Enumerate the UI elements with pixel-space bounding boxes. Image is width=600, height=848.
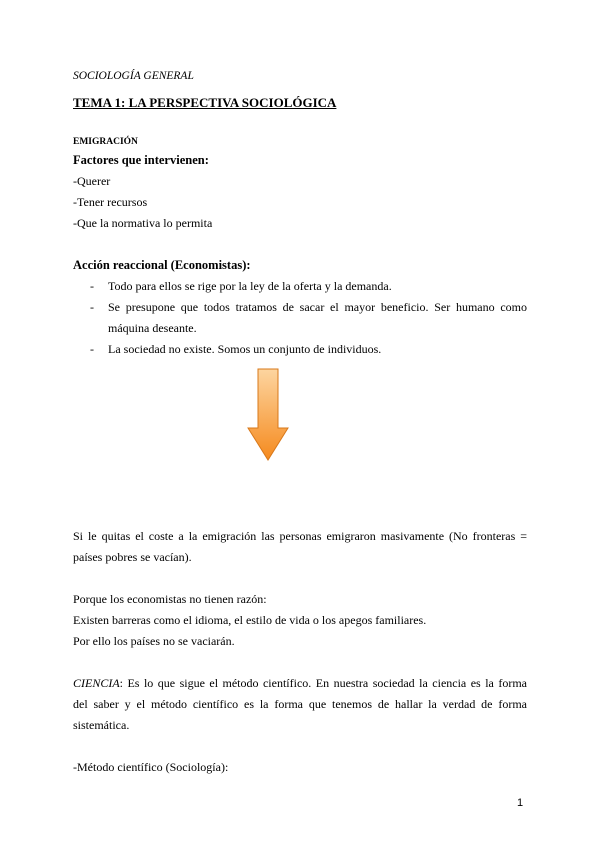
bullet-dash: - xyxy=(90,279,94,293)
bullet-text-continued: máquina deseante. xyxy=(108,321,197,335)
page-number: 1 xyxy=(517,797,524,809)
paragraph-line: Si le quitas el coste a la emigración las personas emigraron masivamente (No fronteras = xyxy=(73,529,527,543)
paragraph-line: Por ello los países no se vaciarán. xyxy=(73,634,235,648)
bullet-text: Se presupone que todos tratamos de sacar el mayor beneficio. Ser humano como xyxy=(108,300,527,314)
factor-item: -Tener recursos xyxy=(73,195,148,209)
factor-item: -Que la normativa lo permita xyxy=(73,216,213,230)
ciencia-line: sistemática. xyxy=(73,718,130,732)
metodo-heading: -Método científico (Sociología): xyxy=(73,760,229,774)
down-arrow-icon xyxy=(247,368,289,461)
paragraph-line: países pobres se vacían). xyxy=(73,550,192,564)
section-heading: EMIGRACIÓN xyxy=(73,137,138,147)
bullet-dash: - xyxy=(90,300,94,314)
subject-header: SOCIOLOGÍA GENERAL xyxy=(73,70,194,82)
accion-heading: Acción reaccional (Economistas): xyxy=(73,258,251,272)
ciencia-definition: : Es lo que sigue el método científico. En nuestra sociedad la ciencia es la forma xyxy=(119,676,527,690)
paragraph-line: Existen barreras como el idioma, el estilo de vida o los apegos familiares. xyxy=(73,613,427,627)
ciencia-line: del saber y el método científico es la forma que tenemos de hallar la verdad de forma xyxy=(73,697,527,711)
bullet-dash: - xyxy=(90,342,94,356)
bullet-text: Todo para ellos se rige por la ley de la oferta y la demanda. xyxy=(108,279,392,293)
factor-item: -Querer xyxy=(73,174,111,188)
ciencia-line xyxy=(73,676,527,691)
bullet-text: La sociedad no existe. Somos un conjunto de individuos. xyxy=(108,342,382,356)
factors-heading: Factores que intervienen: xyxy=(73,153,209,167)
paragraph-line: Porque los economistas no tienen razón: xyxy=(73,592,267,606)
page-title: TEMA 1: LA PERSPECTIVA SOCIOLÓGICA xyxy=(73,95,337,110)
ciencia-term: CIENCIA xyxy=(73,676,120,690)
